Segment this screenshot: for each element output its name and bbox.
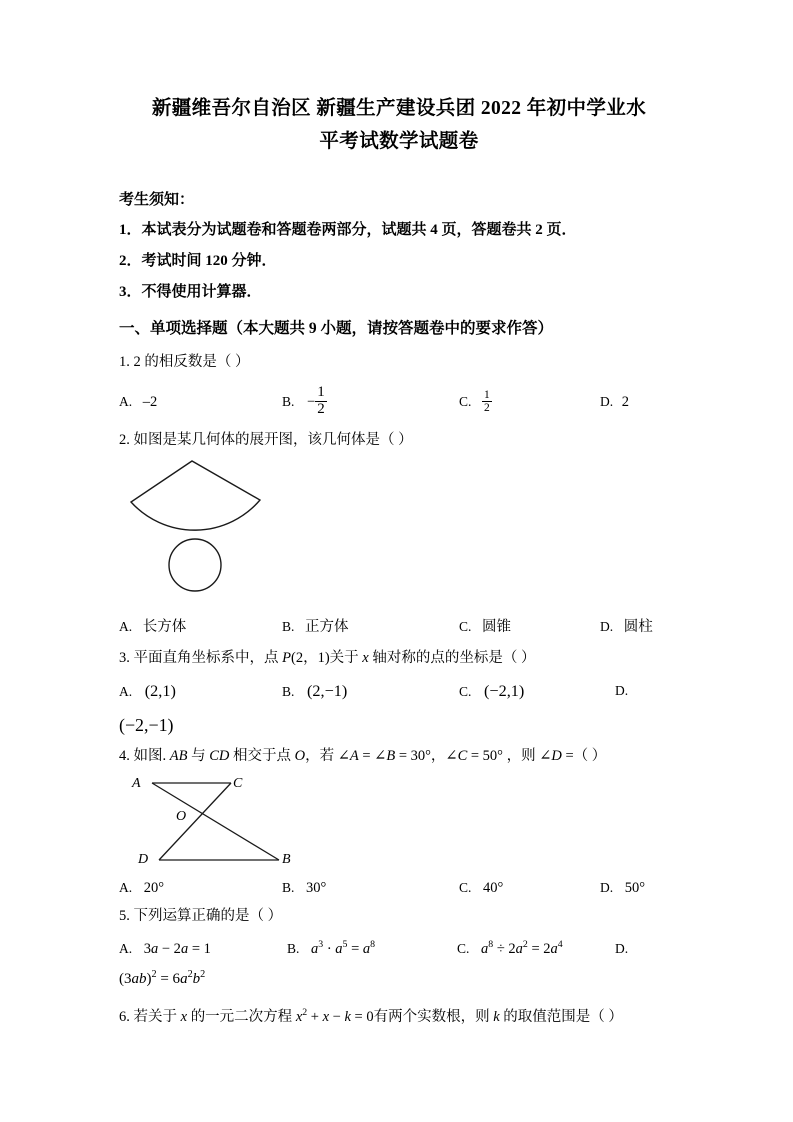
question-5-option-d-value[interactable] bbox=[119, 966, 679, 992]
question-5-option-d[interactable] bbox=[615, 936, 628, 962]
option-value: (−2,1) bbox=[484, 682, 525, 700]
question-1-stem: 1. 2 的相反数是（ ） bbox=[119, 354, 250, 370]
question-2-figure bbox=[119, 456, 679, 608]
stem-text: 相交于点 bbox=[229, 748, 295, 764]
notice-item-2: 2．考试时间 120 分钟． bbox=[119, 253, 277, 269]
page-content bbox=[119, 0, 679, 1031]
stem-text: =（ ） bbox=[561, 748, 607, 764]
question-5-option-a[interactable] bbox=[119, 936, 211, 962]
question-3-option-a[interactable] bbox=[119, 678, 176, 705]
option-value: $a^3 \cdot a^5 = a^8$ bbox=[311, 939, 376, 957]
option-label: D. bbox=[615, 683, 629, 698]
stem-text: = 30°，∠ bbox=[395, 748, 458, 764]
question-3-option-d-value[interactable]: (−2,−1) bbox=[119, 715, 174, 735]
option-value: $(3ab)^2 = 6a^2b^2$ bbox=[119, 969, 206, 987]
stem-text: ，若 ∠ bbox=[305, 748, 350, 764]
option-label: C. bbox=[459, 394, 472, 409]
question-4-figure bbox=[119, 773, 679, 869]
question-2-option-d[interactable] bbox=[600, 614, 653, 640]
option-label: D. bbox=[600, 619, 614, 634]
option-label: A. bbox=[119, 684, 133, 699]
option-value: 30° bbox=[306, 880, 327, 896]
option-value: 40° bbox=[483, 880, 504, 896]
stem-text: 的一元二次方程 bbox=[187, 1009, 296, 1025]
question-3-stem bbox=[119, 645, 679, 672]
option-label: B. bbox=[282, 394, 295, 409]
option-value: 20° bbox=[143, 880, 165, 896]
stem-text: 有两个实数根，则 bbox=[373, 1009, 494, 1025]
cone-net-svg bbox=[119, 456, 319, 606]
stem-angle-c: C bbox=[457, 748, 468, 764]
stem-var-x: x bbox=[362, 650, 369, 666]
question-5-option-b[interactable] bbox=[287, 936, 375, 962]
option-value-fraction: $\frac{1}{2}$ bbox=[484, 388, 490, 414]
figure-label-o: O bbox=[176, 809, 187, 824]
sector-shape bbox=[131, 461, 260, 530]
question-4-option-d[interactable] bbox=[600, 875, 645, 901]
figure-label-c: C bbox=[233, 776, 243, 791]
question-1-option-b[interactable] bbox=[282, 382, 327, 422]
option-value: 圆锥 bbox=[482, 619, 512, 635]
question-1-option-c[interactable] bbox=[459, 382, 492, 422]
question-6-stem bbox=[119, 1004, 679, 1031]
option-label: D. bbox=[600, 394, 614, 409]
option-label: A. bbox=[119, 394, 133, 409]
option-value: (2,1) bbox=[144, 682, 176, 700]
base-circle-shape bbox=[169, 539, 221, 591]
question-1-option-a[interactable] bbox=[119, 382, 157, 422]
stem-seg-ab: AB bbox=[169, 748, 188, 764]
option-value: 50° bbox=[624, 880, 646, 896]
question-4-options bbox=[119, 875, 679, 901]
stem-text: 4. 如图. bbox=[119, 748, 170, 764]
stem-text: = ∠ bbox=[358, 748, 387, 764]
option-value: 正方体 bbox=[305, 619, 349, 635]
option-value-fraction: − $\frac{1}{2}$ bbox=[307, 384, 325, 418]
option-value: (2,−1) bbox=[307, 682, 348, 700]
notice-item-1: 1．本试表分为试题卷和答题卷两部分，试题共 4 页，答题卷共 2 页． bbox=[119, 222, 577, 238]
stem-text: 的取值范围是（ ） bbox=[499, 1009, 623, 1025]
stem-angle-d: D bbox=[551, 748, 562, 764]
figure-label-a: A bbox=[132, 776, 141, 791]
option-value: –2 bbox=[142, 394, 158, 410]
stem-text: 轴对称的点的坐标是（ ） bbox=[368, 650, 536, 666]
question-5-option-c[interactable] bbox=[457, 936, 563, 962]
question-4-stem bbox=[119, 743, 679, 770]
notice-item-3: 3．不得使用计算器． bbox=[119, 284, 262, 300]
question-3-option-d[interactable] bbox=[615, 678, 628, 704]
stem-text: (2，1)关于 bbox=[290, 650, 363, 666]
notice-heading: 考生须知： bbox=[119, 192, 195, 208]
question-2-options bbox=[119, 614, 679, 640]
option-value: 3a − 2a = 1 bbox=[143, 941, 211, 957]
question-2-stem: 2. 如图是某几何体的展开图，该几何体是（ ） bbox=[119, 432, 413, 448]
option-label: A. bbox=[119, 941, 133, 956]
option-label: C. bbox=[459, 880, 472, 895]
option-label: B. bbox=[282, 880, 295, 895]
question-4-option-a[interactable] bbox=[119, 875, 164, 901]
question-5-stem: 5. 下列运算正确的是（ ） bbox=[119, 908, 283, 924]
option-label: C. bbox=[459, 684, 472, 699]
question-4-option-b[interactable] bbox=[282, 875, 326, 901]
figure-label-d: D bbox=[138, 852, 149, 867]
question-1-options bbox=[119, 382, 679, 422]
question-3-option-c[interactable] bbox=[459, 678, 524, 705]
option-value: $a^8 \div 2a^2 = 2a^4$ bbox=[481, 939, 563, 957]
stem-angle-a: A bbox=[349, 748, 359, 764]
option-label: B. bbox=[282, 619, 295, 634]
stem-equation: $x^2 + x - k = 0$ bbox=[295, 1007, 374, 1025]
option-label: D. bbox=[600, 880, 614, 895]
option-value: 圆柱 bbox=[623, 619, 653, 635]
option-label: D. bbox=[615, 941, 629, 956]
question-2-option-c[interactable] bbox=[459, 614, 511, 640]
question-1-option-d[interactable] bbox=[600, 382, 629, 422]
title-line-1: 新疆维吾尔自治区 新疆生产建设兵团 2022 年初中学业水 bbox=[151, 98, 647, 119]
stem-angle-b: B bbox=[386, 748, 396, 764]
stem-point-o: O bbox=[294, 748, 306, 764]
stem-text: 6. 若关于 bbox=[119, 1009, 181, 1025]
segment-ab bbox=[152, 783, 279, 860]
question-5-options bbox=[119, 936, 679, 962]
stem-text: 3. 平面直角坐标系中，点 bbox=[119, 650, 283, 666]
option-label: B. bbox=[282, 684, 295, 699]
option-label: C. bbox=[457, 941, 470, 956]
question-3-options bbox=[119, 678, 679, 708]
figure-label-b: B bbox=[282, 852, 291, 867]
option-value: 2 bbox=[621, 394, 629, 410]
option-label: A. bbox=[119, 619, 133, 634]
question-2-option-b[interactable] bbox=[282, 614, 349, 640]
option-label: C. bbox=[459, 619, 472, 634]
stem-seg-cd: CD bbox=[209, 748, 230, 764]
page-title bbox=[119, 0, 679, 158]
option-value: 长方体 bbox=[142, 619, 187, 635]
question-2-option-a[interactable] bbox=[119, 614, 186, 640]
title-line-2: 平考试数学试题卷 bbox=[319, 131, 479, 152]
stem-text: = 50° ，则 ∠ bbox=[467, 748, 552, 764]
option-label: B. bbox=[287, 941, 300, 956]
stem-var-p: P bbox=[282, 650, 291, 666]
question-3-option-b[interactable] bbox=[282, 678, 347, 705]
stem-var-k: k bbox=[493, 1009, 500, 1025]
stem-text: 与 bbox=[187, 748, 210, 764]
question-4-option-c[interactable] bbox=[459, 875, 503, 901]
option-label: A. bbox=[119, 880, 133, 895]
section-heading: 一、单项选择题（本大题共 9 小题，请按答题卷中的要求作答） bbox=[119, 320, 554, 337]
stem-var-x: x bbox=[180, 1009, 188, 1025]
